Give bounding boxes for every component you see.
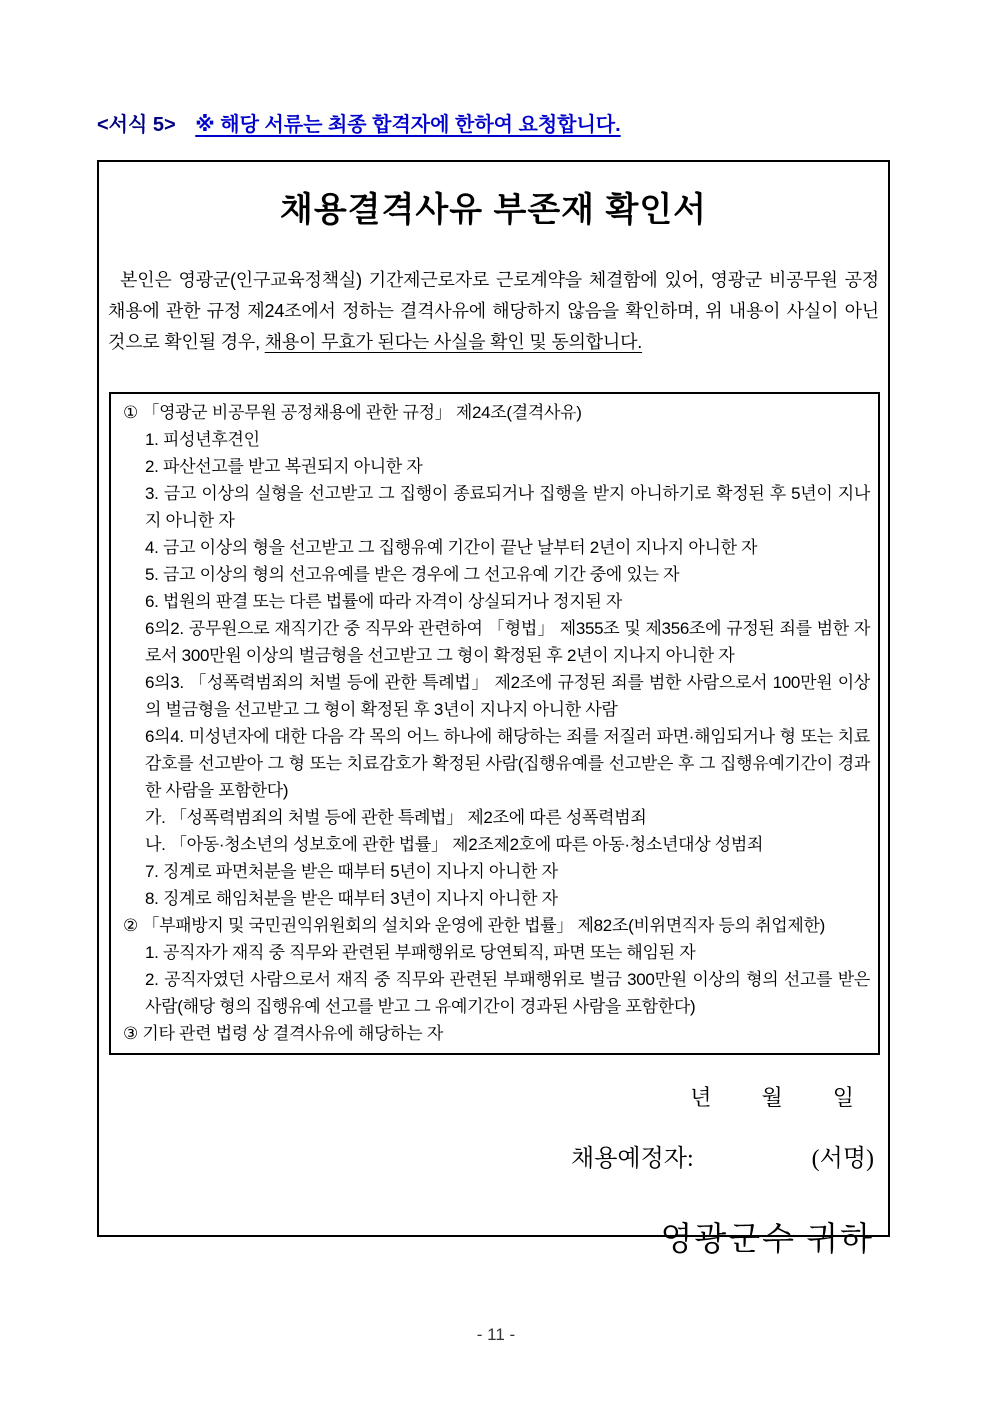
clauses-box — [109, 392, 880, 1055]
intro-paragraph — [108, 265, 879, 358]
day-label: 일 — [832, 1085, 854, 1110]
form-outer-box — [97, 160, 890, 1258]
clause-line: ② 「부패방지 및 국민권익위원회의 설치와 운영에 관한 법률」 제82조(비위면직자 등의 취업제한) — [123, 916, 825, 935]
clause-line: 1. 피성년후견인 — [145, 430, 260, 449]
clause-line: 6. 법원의 판결 또는 다른 법률에 따라 자격이 상실되거나 정지된 자 — [145, 592, 622, 611]
intro-lead-text: 본인은 영광군(인구교육정책실) 기간제근로자로 근로계약을 체결함에 있어, 영광군 비공무원 공정채용에 관한 규정 제24조에서 정하는 결격사유에 해당하지 않음을 확인하며, 위 내용이 사실이 아닌 것으로 확인될 경우, — [108, 270, 879, 352]
clause-line: 나. 「아동·청소년의 성보호에 관한 법률」 제2조제2호에 따른 아동·청소년대상 성범죄 — [145, 835, 764, 854]
signer-label: 채용예정자: — [571, 1146, 694, 1172]
page-number: - 11 - — [476, 1325, 516, 1344]
clause-line: 6의3. 「성폭력범죄의 처벌 등에 관한 특례법」 제2조에 규정된 죄를 범한 사람으로서 100만원 이상의 벌금형을 선고받고 그 형이 확정된 후 3년이 지나지 아니한 사람 — [145, 673, 870, 719]
clause-line: 6의2. 공무원으로 재직기간 중 직무와 관련하여 「형법」 제355조 및 제356조에 규정된 죄를 범한 자로서 300만원 이상의 벌금형을 선고받고 그 형이 확정된 후 2년이 지나지 아니한 자 — [145, 619, 870, 665]
month-label: 월 — [761, 1085, 783, 1110]
clause-line: 8. 징계로 해임처분을 받은 때부터 3년이 지나지 아니한 자 — [145, 889, 558, 908]
year-label: 년 — [690, 1085, 712, 1110]
clause-line: 3. 금고 이상의 실형을 선고받고 그 집행이 종료되거나 집행을 받지 아니하기로 확정된 후 5년이 지나지 아니한 자 — [145, 484, 870, 530]
form-title: 채용결격사유 부존재 확인서 — [279, 191, 708, 229]
clause-line: 1. 공직자가 재직 중 직무와 관련된 부패행위로 당연퇴직, 파면 또는 해임된 자 — [145, 943, 696, 962]
clause-line: 4. 금고 이상의 형을 선고받고 그 집행유예 기간이 끝난 날부터 2년이 지나지 아니한 자 — [145, 538, 758, 557]
clause-line: 2. 공직자였던 사람으로서 재직 중 직무와 관련된 부패행위로 벌금 300만원 이상의 형의 선고를 받은 사람(해당 형의 집행유예 선고를 받고 그 유예기간이 경과된 사람을 포함한다) — [145, 970, 870, 1016]
intro-underlined-text: 채용이 무효가 된다는 사실을 확인 및 동의합니다. — [264, 332, 643, 352]
header-line — [97, 108, 897, 137]
form-number-label: <서식 5> — [97, 114, 176, 136]
clause-line: 2. 파산선고를 받고 복권되지 아니한 자 — [145, 457, 423, 476]
header-notice: ※ 해당 서류는 최종 합격자에 한하여 요청합니다. — [195, 114, 621, 136]
clause-line: ③ 기타 관련 법령 상 결격사유에 해당하는 자 — [123, 1024, 443, 1043]
clause-line: 5. 금고 이상의 형의 선고유예를 받은 경우에 그 선고유예 기간 중에 있는 자 — [145, 565, 680, 584]
clause-line: ① 「영광군 비공무원 공정채용에 관한 규정」 제24조(결격사유) — [123, 403, 582, 422]
date-line — [99, 1081, 854, 1112]
clause-line: 7. 징계로 파면처분을 받은 때부터 5년이 지나지 아니한 자 — [145, 862, 558, 881]
clause-line: 가. 「성폭력범죄의 처벌 등에 관한 특례법」 제2조에 따른 성폭력범죄 — [145, 808, 647, 827]
signer-line — [99, 1138, 874, 1173]
addressee: 영광군수 귀하 — [660, 1222, 874, 1258]
signature-placeholder: (서명) — [811, 1146, 874, 1172]
clause-line: 6의4. 미성년자에 대한 다음 각 목의 어느 하나에 해당하는 죄를 저질러 파면·해임되거나 형 또는 치료감호를 선고받아 그 형 또는 치료감호가 확정된 사람(집행유예를 선고받은 후 그 집행유예기간이 경과한 사람을 포함한다) — [145, 727, 870, 800]
